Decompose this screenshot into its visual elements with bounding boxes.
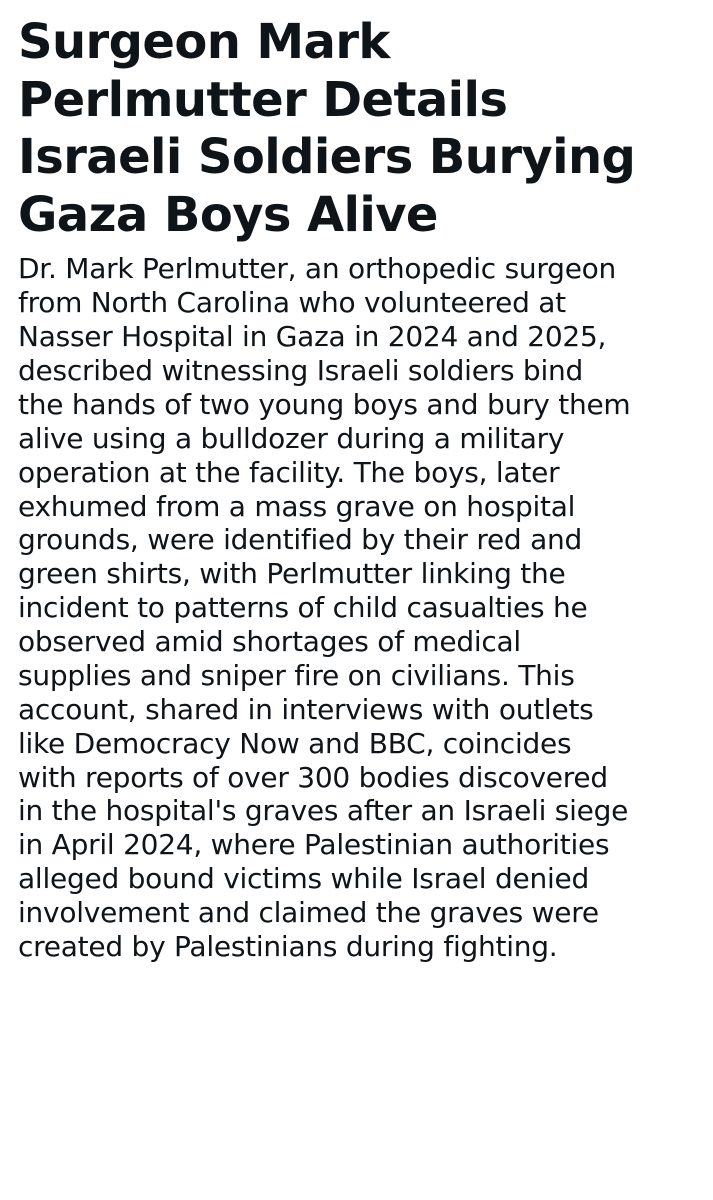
- body-line: exhumed from a mass grave on hospital: [18, 489, 576, 523]
- body-line: alleged bound victims while Israel denied: [18, 862, 589, 896]
- body-line: operation at the facility. The boys, later: [18, 455, 560, 489]
- article-headline: [18, 14, 698, 244]
- body-line: alive using a bulldozer during a military: [18, 421, 565, 455]
- headline-line: Gaza Boys Alive: [18, 186, 438, 243]
- body-line: account, shared in interviews with outlets: [18, 692, 594, 726]
- body-line: in April 2024, where Palestinian authorities: [18, 828, 610, 862]
- body-line: grounds, were identified by their red and: [18, 523, 583, 557]
- article-card: [18, 14, 698, 964]
- body-line: observed amid shortages of medical: [18, 625, 521, 658]
- body-line: like Democracy Now and BBC, coincides: [18, 726, 572, 760]
- headline-line: Israeli Soldiers Burying: [18, 129, 636, 186]
- headline-line: Perlmutter Details: [18, 71, 508, 128]
- body-line: the hands of two young boys and bury them: [18, 387, 631, 421]
- body-line: incident to patterns of child casualties he: [18, 591, 588, 625]
- body-line: described witnessing Israeli soldiers bind: [18, 354, 584, 387]
- article-body: [18, 252, 698, 963]
- body-line: with reports of over 300 bodies discovered: [18, 760, 608, 794]
- body-line: Dr. Mark Perlmutter, an orthopedic surgeon: [18, 252, 617, 286]
- body-line: supplies and sniper fire on civilians. This: [18, 658, 575, 692]
- headline-line: Surgeon Mark: [18, 14, 390, 70]
- body-line: green shirts, with Perlmutter linking the: [18, 557, 566, 591]
- body-line: involvement and claimed the graves were: [18, 896, 599, 929]
- body-line: in the hospital's graves after an Israeli siege: [18, 794, 629, 828]
- body-line: created by Palestinians during fighting.: [18, 929, 558, 963]
- body-line: from North Carolina who volunteered at: [18, 286, 566, 320]
- body-line: Nasser Hospital in Gaza in 2024 and 2025,: [18, 320, 607, 354]
